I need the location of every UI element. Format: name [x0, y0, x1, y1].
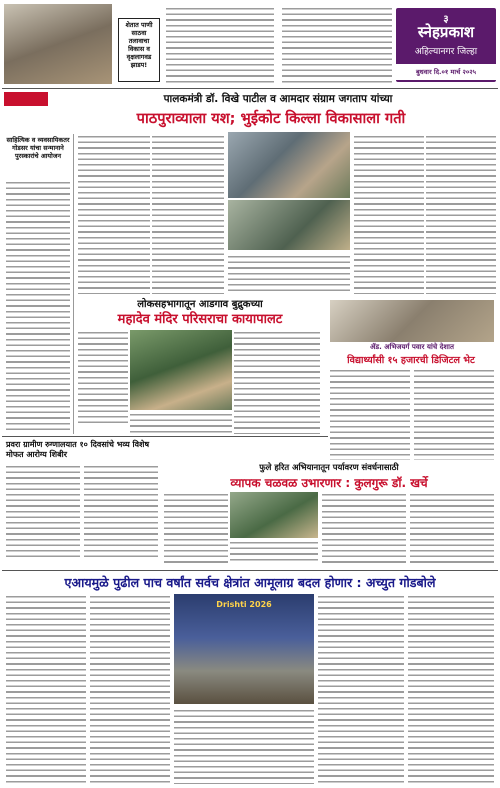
- section-tag: [4, 92, 48, 106]
- headline1-kicker: पालकमंत्री डॉ. विखे पाटील व आमदार संग्राम जगताप यांच्या: [163, 93, 393, 105]
- story2-text-1: [78, 330, 128, 426]
- rule-story4: [2, 436, 328, 437]
- story1-text-3: [228, 254, 350, 294]
- masthead: [396, 8, 496, 82]
- top-story-text-2: [282, 6, 392, 84]
- story5-title: व्यापक चळवळ उभारणार : कुलगुरू डॉ. खर्चे: [230, 476, 428, 490]
- left-column-text: [6, 180, 70, 430]
- story3-photo: [330, 300, 494, 342]
- story4-title: प्रवरा ग्रामीण रुग्णालयात १० दिवसांचे भव्य विशेष मोफत आरोग्य शिबीर: [6, 440, 150, 459]
- masthead-number: ३: [443, 14, 449, 25]
- story1-text-1: [78, 134, 150, 294]
- top-rule: [2, 88, 498, 89]
- story3-title: विद्यार्थ्यांसी १५ हजारची डिजिटल भेट: [347, 355, 475, 366]
- story6-photo: [174, 594, 314, 704]
- story5-kicker: फुले हरित अभियानातून पर्यावरण संवर्धनासाठी: [259, 462, 399, 472]
- headline2-kicker: लोकसहभागातून आडगाव बुद्रुकच्या: [137, 299, 263, 310]
- story6-text-3: [174, 708, 314, 784]
- headline2-title: महादेव मंदिर परिसराचा कायापालट: [117, 312, 283, 327]
- top-story-text-1: [166, 6, 274, 84]
- left-column-divider: [73, 134, 74, 434]
- story3-text-2: [414, 368, 494, 460]
- story2-text-2: [130, 412, 232, 434]
- headline1-title: पाठपुराव्याला यश; भुईकोट किल्ला विकासाला गती: [136, 110, 406, 127]
- story1-text-2: [152, 134, 224, 294]
- story3-kicker: ॲड. अभिजयर्ग पवार यांचे देशात: [370, 343, 454, 351]
- story4-text-2: [84, 464, 158, 558]
- story1-photo-1: [228, 132, 350, 198]
- story6-text-4: [318, 594, 404, 784]
- story2-text-3: [234, 330, 320, 434]
- story5-text-2: [230, 540, 318, 564]
- masthead-subtitle: अहिल्यानगर जिल्हा: [414, 47, 478, 57]
- top-box: [118, 18, 160, 82]
- masthead-title: स्नेहप्रकाश: [417, 23, 475, 41]
- story6-text-5: [408, 594, 494, 784]
- top-box-text: शेतात पाणी साठवा तलावाचा विकास व वृक्षलागवड झाडप!: [125, 21, 153, 69]
- story6-text-1: [6, 594, 86, 784]
- story5-text-1: [164, 492, 228, 564]
- story5-photo: [230, 492, 318, 538]
- story5-text-3: [322, 492, 406, 564]
- rule-headline6: [2, 570, 498, 571]
- story1-text-4: [354, 134, 424, 294]
- story4-text-1: [6, 464, 80, 558]
- story1-text-5: [426, 134, 496, 294]
- headline6-title: एआयमुळे पुढील पाच वर्षांत सर्वच क्षेत्रांत आमूलाग्र बदल होणार : अच्युत गोडबोले: [64, 575, 436, 590]
- top-left-photo: [4, 4, 112, 84]
- story1-photo-2: [228, 200, 350, 250]
- masthead-date: बुधवार दि.०१ मार्च २०२५: [396, 64, 496, 80]
- photo-banner: Drishti 2026: [216, 600, 272, 609]
- story5-text-4: [410, 492, 494, 564]
- left-column-heading: साहित्यिक व व्यवसायिकतर गोडसर यांचा सन्मानाने पुरस्कारांचे आयोजन: [6, 136, 70, 160]
- story6-text-2: [90, 594, 170, 784]
- story2-photo: [130, 330, 232, 410]
- story3-text-1: [330, 368, 410, 460]
